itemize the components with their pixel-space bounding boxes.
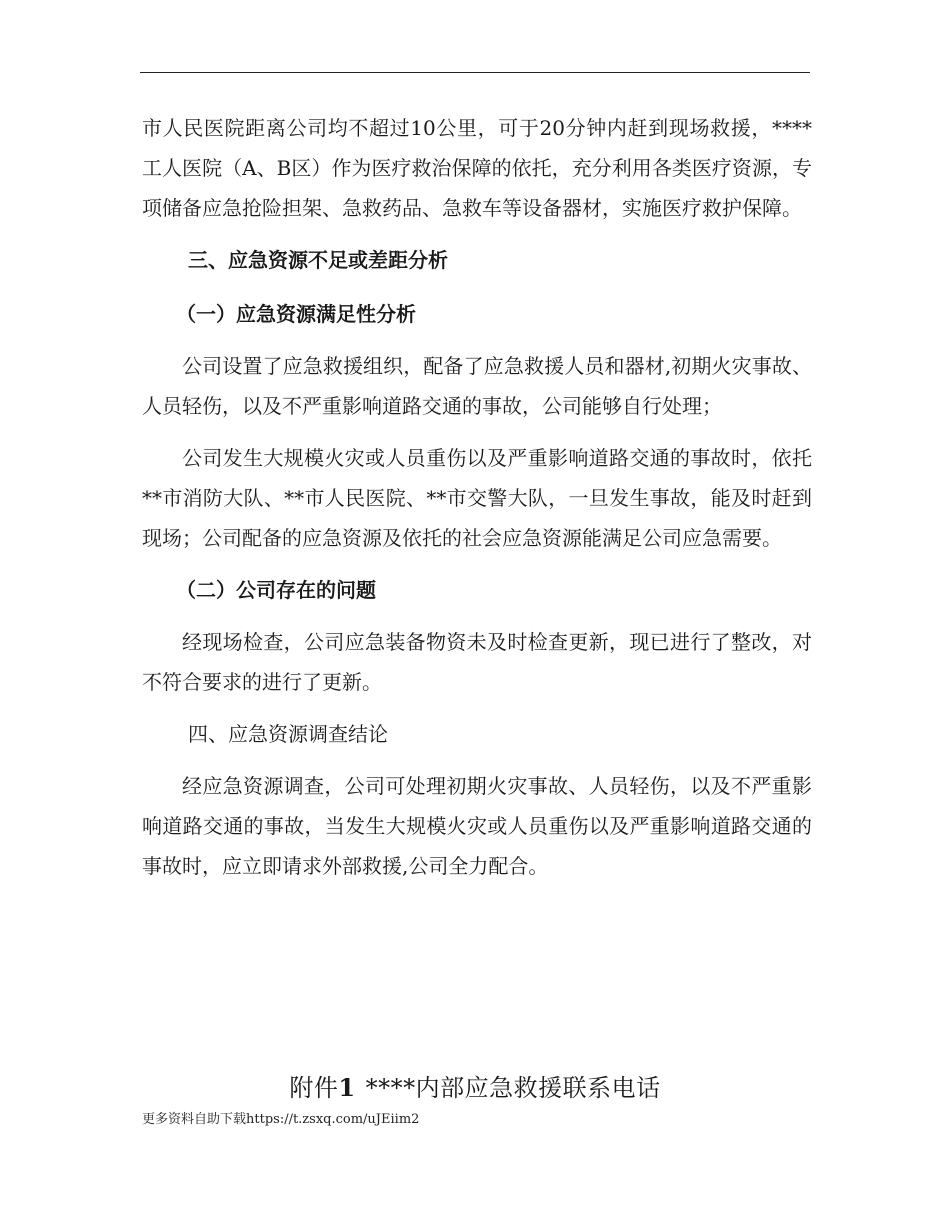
paragraph-conclusion: 经应急资源调查，公司可处理初期火灾事故、人员轻伤，以及不严重影响道路交通的事故，当发生大规模火灾或人员重伤以及严重影响道路交通的事故时，应立即请求外部救援,公司全力配合。 <box>142 774 812 878</box>
subsection-1-heading: （一）应急资源满足性分析 <box>176 302 416 326</box>
subsection-2-heading: （二）公司存在的问题 <box>176 578 376 602</box>
annex-title <box>0 1068 950 1108</box>
document-body <box>142 108 812 886</box>
section-4-heading: 四、应急资源调查结论 <box>188 722 388 746</box>
annex-number: 1 <box>338 1073 356 1102</box>
paragraph-self-handling: 公司设置了应急救援组织，配备了应急救援人员和器材,初期火灾事故、人员轻伤，以及不严重影响道路交通的事故，公司能够自行处理； <box>142 354 812 418</box>
paragraph-problems: 经现场检查，公司应急装备物资未及时检查更新，现已进行了整改，对不符合要求的进行了更新。 <box>142 630 812 694</box>
section-3-heading: 三、应急资源不足或差距分析 <box>188 248 448 272</box>
header-rule <box>140 72 810 73</box>
annex-name: ****内部应急救援联系电话 <box>365 1074 661 1102</box>
annex-label: 附件 <box>289 1074 339 1102</box>
footer-download-link[interactable]: 更多资料自助下载https://t.zsxq.com/uJEiim2 <box>142 1112 420 1127</box>
paragraph-medical-support: 市人民医院距离公司均不超过10公里，可于20分钟内赶到现场救援，****工人医院（A、B区）作为医疗救治保障的依托，充分利用各类医疗资源，专项储备应急抢险担架、急救药品、急救车等设备器材，实施医疗救护保障。 <box>142 116 812 220</box>
paragraph-external-support: 公司发生大规模火灾或人员重伤以及严重影响道路交通的事故时，依托**市消防大队、**市人民医院、**市交警大队，一旦发生事故，能及时赶到现场；公司配备的应急资源及依托的社会应急资源能满足公司应急需要。 <box>142 446 812 550</box>
